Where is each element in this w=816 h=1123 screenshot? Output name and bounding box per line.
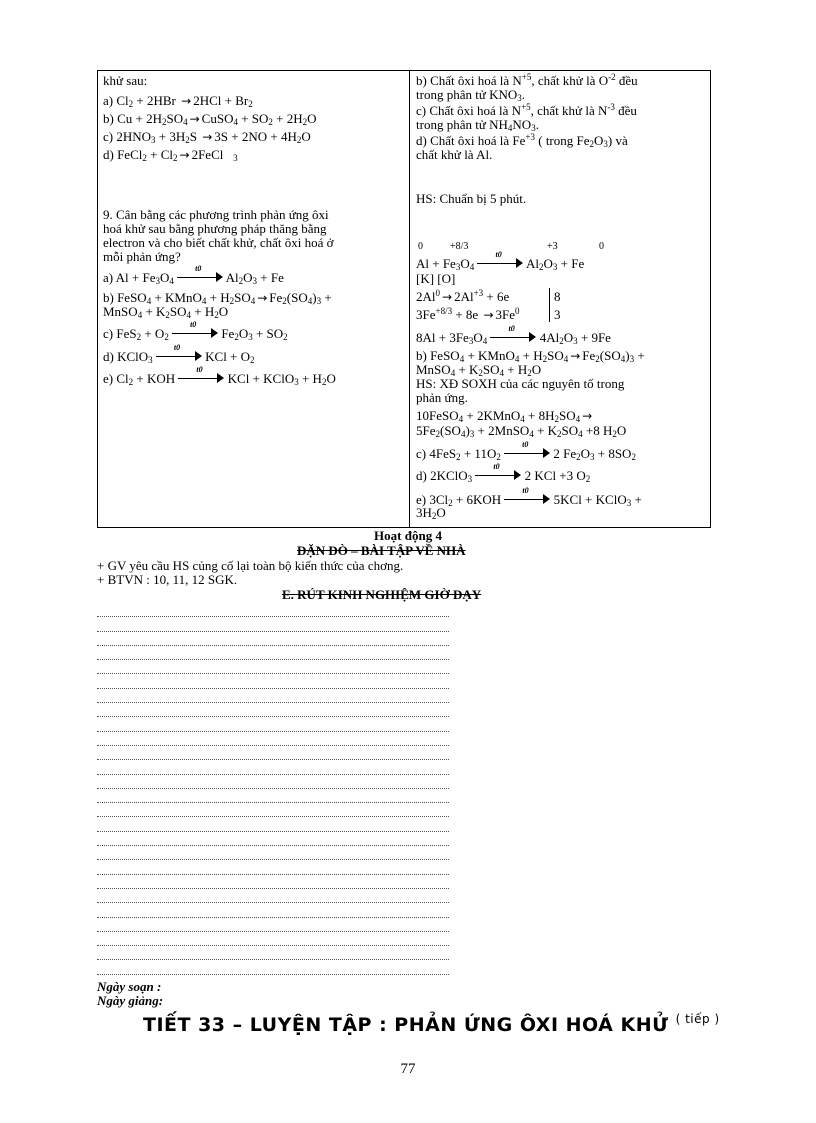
dotted-line bbox=[97, 732, 449, 746]
q9-prompt-line1: 9. Cân bằng các phương trình phản ứng ôxi bbox=[103, 207, 329, 222]
teaching-date-label: Ngày giảng: bbox=[97, 993, 164, 1008]
q9-prompt-line3: electron và cho biết chất khử, chất ôxi hoá ở bbox=[103, 235, 334, 250]
heat-arrow-icon: t0 bbox=[475, 468, 521, 482]
q8-equation-d: d) FeCl$_2$ + $Cl_2$ → 2FeCl $_3$ bbox=[103, 147, 238, 163]
multiplier-top: 8 bbox=[554, 289, 561, 304]
answer-b-equation-line1: b) FeSO$_4$ + KMnO$_4$ + $H_2SO_4 \to Fe_2(SO_4)_3$ + bbox=[416, 348, 645, 364]
dotted-line bbox=[97, 660, 449, 674]
hs-prepare-note: HS: Chuẩn bị 5 phút. bbox=[416, 191, 527, 206]
lesson-title: TIẾT 33 – LUYỆN TẬP : PHẢN ỨNG ÔXI HOÁ KHỬ $^{( tiếp )}$ bbox=[143, 1012, 720, 1036]
dotted-line bbox=[97, 789, 449, 803]
answer-d-line1: d) Chất ôxi hoá là $Fe^{+3}$ ( trong $Fe_2O_3$) và bbox=[416, 132, 628, 149]
dotted-line bbox=[97, 903, 449, 917]
dotted-line bbox=[97, 603, 449, 617]
q9-equation-c: c) $FeS_2 + O_2$ t0 $Fe_2O_3 + SO_2$ bbox=[103, 320, 288, 342]
dotted-line bbox=[97, 646, 449, 660]
answer-b-line2: trong phân tử $KNO_3$. bbox=[416, 87, 526, 103]
dotted-line bbox=[97, 832, 449, 846]
preparation-date-label: Ngày soạn : bbox=[97, 979, 162, 994]
dotted-line bbox=[97, 775, 449, 789]
q9-prompt-line4: mỗi phản ứng? bbox=[103, 249, 181, 264]
page-number: 77 bbox=[400, 1061, 416, 1077]
half-reaction-2: $3Fe^{+8/3} + 8e \to 3Fe^0$ bbox=[416, 306, 520, 322]
answer-b-equation-line2: MnSO$_4$ + $K_2SO_4 + H_2O$ bbox=[416, 362, 542, 378]
answer-c-line2: trong phân tử $NH_4NO_3$. bbox=[416, 117, 539, 133]
answer-b-line1: b) Chất ôxi hoá là $N^{+5}$, chất khử là $O^{-2}$ đều bbox=[416, 72, 638, 88]
activity-heading: Hoạt động 4 bbox=[374, 528, 442, 543]
teacher-instruction: + GV yêu cầu HS củng cố lại toàn bộ kiến thức của chơng. bbox=[97, 558, 404, 573]
half-reaction-1: $2Al^0 \to 2Al^{+3} + 6e$ bbox=[416, 288, 510, 304]
dotted-line bbox=[97, 860, 449, 874]
q8-equation-c: c) $2HNO_3 + 3H_2S \to 3S + 2NO + 4H_2O$ bbox=[103, 129, 311, 145]
multiplier-bottom: 3 bbox=[554, 307, 561, 322]
dotted-line bbox=[97, 846, 449, 860]
dotted-line bbox=[97, 632, 449, 646]
heat-arrow-icon: t0 bbox=[490, 330, 536, 344]
lesson-review-heading: E. RÚT KINH NGHIỆM GIỜ DẠY bbox=[282, 587, 482, 602]
answer-b-balanced-line1: 10FeSO$_4$ + 2KMnO$_4$ + $8H_2SO_4$ → bbox=[416, 408, 593, 424]
heat-arrow-icon: t0 bbox=[178, 371, 224, 385]
q9-equation-b-line1: b) FeSO$_4$ + KMnO$_4$ + $H_2SO_4 \to Fe_2(SO_4)_3$ + bbox=[103, 290, 332, 306]
dotted-line bbox=[97, 946, 449, 960]
dotted-line bbox=[97, 932, 449, 946]
dotted-line bbox=[97, 960, 449, 974]
dotted-line bbox=[97, 760, 449, 774]
homework-heading: DẶN DÒ – BÀI TẬP VỀ NHÀ bbox=[297, 543, 466, 558]
heat-arrow-icon: t0 bbox=[504, 492, 550, 506]
q8-equation-a: a) $Cl_2 + 2HBr \to 2HCl + Br_2$ bbox=[103, 93, 253, 109]
heat-arrow-icon: t0 bbox=[177, 270, 223, 284]
dotted-line bbox=[97, 817, 449, 831]
q9-equation-b-line2: MnSO$_4$ + $K_2SO_4 + H_2O$ bbox=[103, 304, 229, 320]
column-divider bbox=[409, 71, 410, 527]
dotted-line bbox=[97, 746, 449, 760]
answer-b-balanced-line2: $5Fe_2(SO_4)_3$ + 2MnSO$_4$ + $K_2SO_4 +8$ $H_2O$ bbox=[416, 423, 627, 439]
dotted-notes-area[interactable] bbox=[97, 603, 457, 975]
hs-oxidation-state-note-line2: phản ứng. bbox=[416, 390, 468, 405]
heat-arrow-icon: t0 bbox=[504, 446, 550, 460]
answer-e-balanced-line1: e) $3Cl_2 + 6KOH$ t0 5KCl + KClO$_3$ + bbox=[416, 486, 642, 508]
answer-d-balanced: d) 2KClO$_3$ t0 2 KCl +3 $O_2$ bbox=[416, 462, 591, 484]
heat-arrow-icon: t0 bbox=[172, 326, 218, 340]
answer-a-balanced: $8Al + 3Fe_3O_4$ t0 $4Al_2O_3 + 9Fe$ bbox=[416, 324, 611, 346]
exercise-table: khử sau: a) $Cl_2 + 2HBr \to 2HCl + Br_2$ b) $Cu + 2H_2SO_4$ → CuSO$_4$ + $SO_2 + 2H_2O$ c) $2HNO_3 + 3H_2S \to 3S + 2NO + 4H_2O$ d) FeCl$_2$ + $Cl_2$ → 2FeCl $_3$ 9. Cân bằng các phương trình phản ứng ôxi hoá khử sau bằng phương pháp thăng bằng electron và cho biết chất khử, chất ôxi hoá ở mỗi phản ứng? a) $Al + Fe_3O_4$ t0 $Al_2O_3 + Fe$ b) FeSO$_4$ + KMnO$_4$ + $H_2SO_4 \to Fe_2(SO_4)_3$ + MnSO$_4$ + $K_2SO_4 + H_2O$ c) $FeS_2 + O_2$ t0 $Fe_2O_3 + SO_2$ d) KClO$_3$ t0 KCl + $O_2$ e) $Cl_2$ + KOH t0 KCl + KClO$_3$ + $H_2O$ b) Chất ôxi hoá là $N^{+5}$, chất khử là $O^{-2}$ đều trong phân tử $KNO_3$. c) Chất ôxi hoá là $N^{+5}$, chất khử là $N^{-3}$ đều trong phân tử $NH_4NO_3$. d) Chất ôxi hoá là $Fe^{+3}$ ( trong $Fe_2O_3$) và chất khử là Al. HS: Chuẩn bị 5 phút. 0 +8/3 +3 0 $Al + Fe_3O_4$ t0 $Al_2O_3 + Fe$ [K] [O] $2Al^0 \to 2Al^{+3} + 6e$ 8 3 $3Fe^{+8/3} + 8e \to 3Fe^0$ $8Al + 3Fe_3O_4$ t0 $4Al_2O_3 + 9Fe$ b) FeSO$_4$ + KMnO$_4$ + $H_2SO_4 \to Fe_2(SO_4)_3$ + MnSO$_4$ + $K_2SO_4 + H_2O$ HS: XĐ SOXH của các nguyên tố trong phản ứng. 10FeSO$_4$ + 2KMnO$_4$ + $8H_2SO_4$ → $5Fe_2(SO_4)_3$ + 2MnSO$_4$ + $K_2SO_4 +8$ $H_2O$ c) $4FeS_2 + 11O_2$ t0 2 $Fe_2O_3 + 8SO_2$ d) 2KClO$_3$ t0 2 KCl +3 $O_2$ e) $3Cl_2 + 6KOH$ t0 5KCl + KClO$_3$ + $3H_2O$ bbox=[97, 70, 711, 528]
lesson-title-continued: ( tiếp ) bbox=[675, 1012, 720, 1026]
dotted-line bbox=[97, 689, 449, 703]
hs-oxidation-state-note-line1: HS: XĐ SOXH của các nguyên tố trong bbox=[416, 376, 625, 391]
dotted-line bbox=[97, 803, 449, 817]
reducer-oxidizer-labels: [K] [O] bbox=[416, 271, 456, 286]
q9-equation-a: a) $Al + Fe_3O_4$ t0 $Al_2O_3 + Fe$ bbox=[103, 264, 284, 286]
answer-c-balanced: c) $4FeS_2 + 11O_2$ t0 2 $Fe_2O_3 + 8SO_2$ bbox=[416, 440, 636, 462]
homework-assignment: + BTVN : 10, 11, 12 SGK. bbox=[97, 572, 238, 587]
intro-text: khử sau: bbox=[103, 73, 148, 88]
dotted-line bbox=[97, 703, 449, 717]
dotted-line bbox=[97, 918, 449, 932]
answer-d-line2: chất khử là Al. bbox=[416, 147, 493, 162]
dotted-line bbox=[97, 617, 449, 631]
answer-c-line1: c) Chất ôxi hoá là $N^{+5}$, chất khử là $N^{-3}$ đều bbox=[416, 102, 637, 118]
heat-arrow-icon: t0 bbox=[156, 349, 202, 363]
answer-e-balanced-line2: $3H_2O$ bbox=[416, 505, 446, 521]
answer-a-equation: $Al + Fe_3O_4$ t0 $Al_2O_3 + Fe$ bbox=[416, 250, 585, 272]
dotted-line bbox=[97, 875, 449, 889]
multiplier-bar bbox=[549, 288, 550, 322]
dotted-line bbox=[97, 717, 449, 731]
dotted-line bbox=[97, 889, 449, 903]
q9-equation-e: e) $Cl_2$ + KOH t0 KCl + KClO$_3$ + $H_2O$ bbox=[103, 365, 336, 387]
q9-prompt-line2: hoá khử sau bằng phương pháp thăng bằng bbox=[103, 221, 327, 236]
q9-equation-d: d) KClO$_3$ t0 KCl + $O_2$ bbox=[103, 343, 255, 365]
dotted-line bbox=[97, 674, 449, 688]
q8-equation-b: b) $Cu + 2H_2SO_4$ → CuSO$_4$ + $SO_2 + 2H_2O$ bbox=[103, 111, 317, 127]
heat-arrow-icon: t0 bbox=[477, 256, 523, 270]
